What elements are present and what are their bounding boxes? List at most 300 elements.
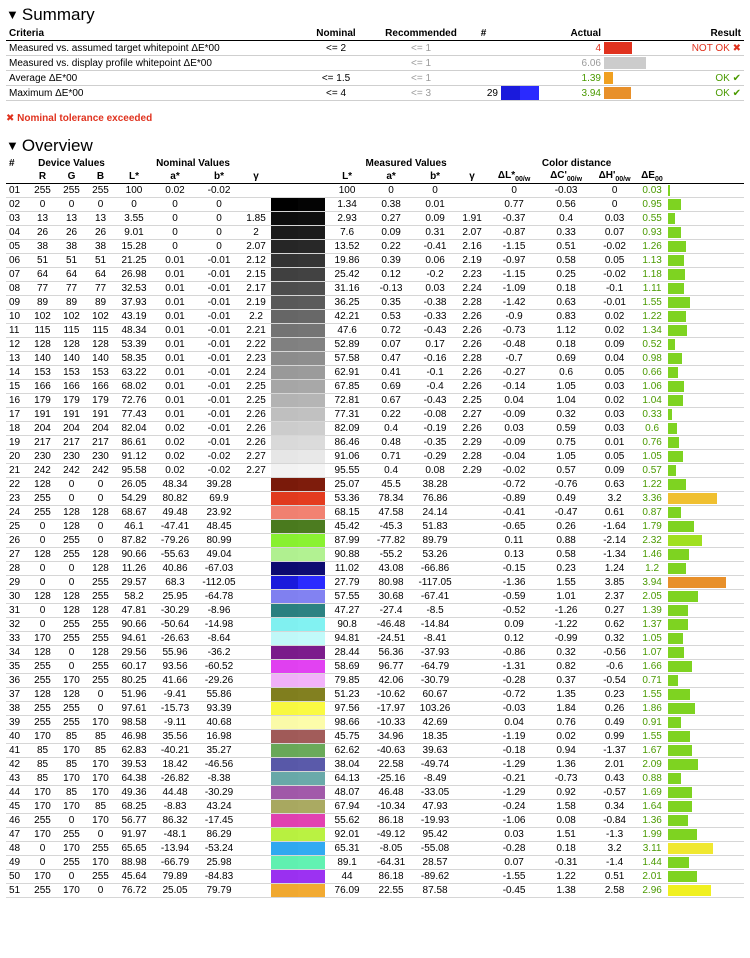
delta-e-bar-cell (666, 380, 744, 394)
color-swatch (271, 814, 298, 827)
delta-e-bar-cell (666, 212, 744, 226)
delta-e-cell: 0.88 (638, 772, 666, 786)
swatch-cell (271, 240, 325, 254)
swatch-cell (271, 702, 325, 716)
measured-gamma-cell (457, 660, 487, 674)
delta-c-cell: -0.99 (541, 632, 591, 646)
table-row (6, 282, 744, 296)
delta-e-bar-cell (666, 562, 744, 576)
delta-c-cell: 0.26 (541, 520, 591, 534)
delta-c-header: $\Delta C'_{00/w}$ (541, 170, 591, 184)
color-swatch (271, 562, 298, 575)
nominal-a-cell: 0.01 (153, 380, 197, 394)
nominal-a-cell: -66.79 (153, 856, 197, 870)
nominal-gamma-cell: 1.85 (241, 212, 271, 226)
delta-c-cell: 1.55 (541, 576, 591, 590)
delta-e-bar (668, 717, 681, 728)
color-swatch (271, 366, 298, 379)
color-swatch (298, 464, 325, 477)
color-swatch (271, 436, 298, 449)
measured-a-cell: 43.08 (369, 562, 413, 576)
nominal-b-cell: 93.39 (197, 702, 241, 716)
delta-e-bar-cell (666, 786, 744, 800)
measured-gamma-cell: 2.28 (457, 450, 487, 464)
color-swatch (298, 422, 325, 435)
b-cell: 179 (86, 394, 115, 408)
delta-e-bar-cell (666, 226, 744, 240)
measured-l-cell: 72.81 (325, 394, 369, 408)
patch-number-cell: 25 (6, 520, 28, 534)
color-swatch (298, 646, 325, 659)
delta-h-cell: 0.03 (591, 422, 638, 436)
measured-gamma-cell: 2.29 (457, 464, 487, 478)
g-cell: 85 (57, 758, 86, 772)
nominal-b-cell: 23.92 (197, 506, 241, 520)
measured-b-cell: -0.2 (413, 268, 457, 282)
delta-e-bar-cell (666, 352, 744, 366)
swatch-cell (271, 870, 325, 884)
measured-gamma-cell (457, 646, 487, 660)
swatch-cell (271, 464, 325, 478)
nominal-gamma-cell (241, 534, 271, 548)
nominal-gamma-cell (241, 632, 271, 646)
delta-h-cell: 0.05 (591, 254, 638, 268)
delta-e-bar (668, 437, 679, 448)
table-row (6, 464, 744, 478)
swatch-cell (271, 534, 325, 548)
delta-l-cell: 0.04 (487, 394, 541, 408)
delta-e-bar (668, 521, 694, 532)
patch-swatch-cell (501, 56, 539, 71)
delta-c-cell: 0.57 (541, 464, 591, 478)
measured-gamma-cell: 2.28 (457, 296, 487, 310)
b-cell: 170 (86, 772, 115, 786)
r-cell: 51 (28, 254, 57, 268)
nominal-l-cell: 46.1 (115, 520, 153, 534)
measured-gamma-cell (457, 800, 487, 814)
nominal-cell: <= 4 (296, 86, 376, 101)
delta-h-cell: -1.37 (591, 744, 638, 758)
color-swatch (298, 184, 325, 197)
color-swatch (271, 828, 298, 841)
nominal-a-cell: 0.01 (153, 408, 197, 422)
r-cell: 204 (28, 422, 57, 436)
actual-bar-cell (604, 86, 659, 101)
b-cell: 0 (86, 520, 115, 534)
delta-e-cell: 1.55 (638, 730, 666, 744)
r-cell: 64 (28, 268, 57, 282)
r-cell: 128 (28, 478, 57, 492)
nominal-a-cell: -26.63 (153, 632, 197, 646)
patch-number-cell: 47 (6, 828, 28, 842)
patch-number-cell: 31 (6, 604, 28, 618)
r-cell: 140 (28, 352, 57, 366)
table-row (6, 772, 744, 786)
measured-b-cell: -49.74 (413, 758, 457, 772)
summary-toggle[interactable] (6, 4, 744, 26)
delta-e-cell: 0.55 (638, 212, 666, 226)
measured-b-cell: 47.93 (413, 800, 457, 814)
delta-c-cell: 0.63 (541, 296, 591, 310)
r-cell: 255 (28, 506, 57, 520)
nominal-a-cell: 0.01 (153, 324, 197, 338)
table-row (6, 380, 744, 394)
measured-a-cell: 42.06 (369, 674, 413, 688)
patch-number-cell: 48 (6, 842, 28, 856)
b-cell: 0 (86, 492, 115, 506)
patch-swatch-cell (501, 86, 539, 101)
color-swatch (298, 870, 325, 883)
color-swatch (298, 548, 325, 561)
swatch-cell (271, 310, 325, 324)
nominal-gamma-cell: 2.26 (241, 408, 271, 422)
color-swatch (298, 198, 325, 211)
delta-h-cell: -0.54 (591, 674, 638, 688)
actual-bar (604, 57, 646, 69)
table-row (6, 394, 744, 408)
delta-e-bar (668, 647, 684, 658)
swatch-cell (271, 394, 325, 408)
nominal-a-cell: 35.56 (153, 730, 197, 744)
delta-h-cell: 0.99 (591, 730, 638, 744)
patch-number-cell: 18 (6, 422, 28, 436)
delta-c-cell: 0.82 (541, 660, 591, 674)
delta-e-cell: 1.22 (638, 478, 666, 492)
nominal-l-cell: 94.61 (115, 632, 153, 646)
measured-b-cell: 0.08 (413, 464, 457, 478)
nominal-b-cell: -0.01 (197, 380, 241, 394)
r-cell: 170 (28, 828, 57, 842)
color-swatch (271, 646, 298, 659)
g-cell: 255 (57, 716, 86, 730)
overview-group-header-row (6, 157, 744, 170)
g-cell: 255 (57, 548, 86, 562)
delta-l-cell: -0.87 (487, 226, 541, 240)
delta-h-cell: 0.02 (591, 324, 638, 338)
nominal-b-cell: 39.28 (197, 478, 241, 492)
delta-e-cell: 1.18 (638, 268, 666, 282)
delta-e-cell: 0.91 (638, 716, 666, 730)
g-cell: 85 (57, 786, 86, 800)
delta-e-bar (668, 829, 697, 840)
nominal-gamma-cell (241, 576, 271, 590)
color-swatch (298, 604, 325, 617)
nominal-b-cell: -29.26 (197, 674, 241, 688)
patch-number-cell: 09 (6, 296, 28, 310)
nominal-a-cell: 0.01 (153, 268, 197, 282)
delta-c-cell: 0.18 (541, 282, 591, 296)
r-cell: 77 (28, 282, 57, 296)
measured-l-cell: 100 (325, 184, 369, 198)
table-row (6, 562, 744, 576)
summary-header-row (6, 26, 744, 41)
measured-l-cell: 53.36 (325, 492, 369, 506)
delta-e-bar-cell (666, 296, 744, 310)
nominal-b-cell: -0.02 (197, 184, 241, 198)
delta-e-bar (668, 619, 688, 630)
nominal-l-cell: 48.34 (115, 324, 153, 338)
delta-e-cell: 0.95 (638, 198, 666, 212)
nominal-b-cell: 0 (197, 212, 241, 226)
delta-e-bar (668, 773, 681, 784)
measured-l-cell: 42.21 (325, 310, 369, 324)
delta-l-cell: 0.11 (487, 534, 541, 548)
patch-number-cell: 37 (6, 688, 28, 702)
measured-a-cell: 0.72 (369, 324, 413, 338)
delta-l-cell: -0.27 (487, 366, 541, 380)
delta-e-bar (668, 381, 684, 392)
delta-h-cell: -0.02 (591, 240, 638, 254)
measured-gamma-cell (457, 184, 487, 198)
b-cell: 255 (86, 590, 115, 604)
delta-l-cell: -0.04 (487, 450, 541, 464)
delta-e-bar (668, 367, 678, 378)
color-swatch (271, 520, 298, 533)
measured-a-cell: 86.18 (369, 870, 413, 884)
nominal-b-cell: -0.01 (197, 254, 241, 268)
measured-l-cell: 64.13 (325, 772, 369, 786)
table-row (6, 786, 744, 800)
nominal-b-cell: -0.01 (197, 408, 241, 422)
delta-e-cell: 1.05 (638, 632, 666, 646)
nominal-a-cell: 79.89 (153, 870, 197, 884)
nominal-gamma-cell (241, 674, 271, 688)
measured-a-cell: 0.53 (369, 310, 413, 324)
color-swatch (271, 464, 298, 477)
nominal-l-cell: 43.19 (115, 310, 153, 324)
nominal-a-cell: 68.3 (153, 576, 197, 590)
color-swatch (271, 310, 298, 323)
delta-e-bar-cell (666, 870, 744, 884)
delta-e-cell: 3.94 (638, 576, 666, 590)
color-swatch (298, 296, 325, 309)
delta-h-cell: 0.63 (591, 478, 638, 492)
swatch-cell (271, 492, 325, 506)
delta-c-cell: 1.05 (541, 450, 591, 464)
g-cell: 0 (57, 646, 86, 660)
nominal-a-cell: 0.01 (153, 310, 197, 324)
delta-l-cell: -0.18 (487, 744, 541, 758)
measured-a-cell: 0.09 (369, 226, 413, 240)
nominal-l-cell: 37.93 (115, 296, 153, 310)
nominal-l-cell: 80.25 (115, 674, 153, 688)
delta-e-cell: 1.66 (638, 660, 666, 674)
measured-a-cell: -10.34 (369, 800, 413, 814)
delta-l-cell: -1.15 (487, 240, 541, 254)
delta-c-cell: 0.76 (541, 716, 591, 730)
g-cell: 77 (57, 282, 86, 296)
b-cell: 128 (86, 646, 115, 660)
overview-toggle[interactable] (6, 135, 744, 157)
patch-number-cell: 41 (6, 744, 28, 758)
g-cell: 255 (57, 618, 86, 632)
measured-b-cell: -19.93 (413, 814, 457, 828)
delta-e-bar-cell (666, 758, 744, 772)
delta-h-cell: 2.37 (591, 590, 638, 604)
b-cell: 255 (86, 184, 115, 198)
nominal-l-cell: 39.53 (115, 758, 153, 772)
r-cell: 128 (28, 338, 57, 352)
g-header: G (57, 170, 86, 184)
tolerance-note: ✖ Nominal tolerance exceeded (6, 113, 153, 124)
summary-row (6, 41, 744, 56)
delta-e-cell: 1.99 (638, 828, 666, 842)
patch-number-cell: 35 (6, 660, 28, 674)
nominal-gamma-cell (241, 856, 271, 870)
delta-e-cell: 1.55 (638, 296, 666, 310)
g-cell: 115 (57, 324, 86, 338)
measured-a-cell: 0.69 (369, 380, 413, 394)
delta-e-bar-cell (666, 408, 744, 422)
measured-b-cell: -8.49 (413, 772, 457, 786)
b-cell: 85 (86, 744, 115, 758)
actual-cell: 1.39 (539, 71, 604, 86)
measured-l-cell: 1.34 (325, 198, 369, 212)
g-cell: 128 (57, 520, 86, 534)
r-cell: 0 (28, 604, 57, 618)
patch-number-cell (466, 56, 501, 71)
delta-l-cell: -0.52 (487, 604, 541, 618)
color-swatch (298, 884, 325, 897)
delta-l-cell: -0.02 (487, 464, 541, 478)
nominal-b-cell: -8.96 (197, 604, 241, 618)
measured-l-cell: 95.55 (325, 464, 369, 478)
measured-a-cell: -55.2 (369, 548, 413, 562)
delta-l-cell: -0.73 (487, 324, 541, 338)
measured-a-cell: 0.71 (369, 450, 413, 464)
measured-b-cell: -8.41 (413, 632, 457, 646)
color-swatch (298, 212, 325, 225)
delta-h-cell: 0.07 (591, 226, 638, 240)
actual-bar (604, 72, 613, 84)
patch-number-cell: 24 (6, 506, 28, 520)
color-swatch (271, 702, 298, 715)
b-cell: 166 (86, 380, 115, 394)
table-row (6, 632, 744, 646)
recommended-header: Recommended (376, 26, 466, 41)
nominal-b-cell: -46.56 (197, 758, 241, 772)
table-row (6, 842, 744, 856)
color-swatch (298, 856, 325, 869)
swatch-cell (271, 842, 325, 856)
r-cell: 0 (28, 198, 57, 212)
nominal-a-cell: 0.02 (153, 422, 197, 436)
delta-e-bar (668, 787, 692, 798)
nominal-b-cell: -0.01 (197, 338, 241, 352)
delta-e-bar-cell (666, 688, 744, 702)
delta-h-cell: 0.34 (591, 800, 638, 814)
nominal-l-cell: 97.61 (115, 702, 153, 716)
measured-a-cell: 0.48 (369, 436, 413, 450)
recommended-cell: <= 1 (376, 56, 466, 71)
nominal-gamma-cell: 2 (241, 226, 271, 240)
patch-number-cell: 21 (6, 464, 28, 478)
swatch-cell (271, 478, 325, 492)
measured-gamma-cell (457, 632, 487, 646)
delta-l-cell: 0.09 (487, 618, 541, 632)
measured-gamma-cell (457, 198, 487, 212)
measured-l-cell: 76.09 (325, 884, 369, 898)
r-cell: 0 (28, 534, 57, 548)
nominal-gamma-cell (241, 562, 271, 576)
r-cell: 255 (28, 814, 57, 828)
measured-a-cell: -46.48 (369, 618, 413, 632)
nominal-l-cell: 29.56 (115, 646, 153, 660)
nominal-a-cell: -79.26 (153, 534, 197, 548)
delta-e-cell: 1.22 (638, 310, 666, 324)
delta-l-cell: -0.03 (487, 702, 541, 716)
r-cell: 255 (28, 702, 57, 716)
color-swatch (298, 436, 325, 449)
delta-e-bar (668, 815, 688, 826)
nominal-b-cell: -14.98 (197, 618, 241, 632)
criteria-cell: Maximum ΔE*00 (6, 86, 296, 101)
color-swatch (298, 562, 325, 575)
nominal-l-cell: 91.12 (115, 450, 153, 464)
nominal-l-cell: 45.64 (115, 870, 153, 884)
delta-e-cell: 1.06 (638, 380, 666, 394)
nominal-cell (296, 56, 376, 71)
nominal-b-cell: 16.98 (197, 730, 241, 744)
delta-e-bar-cell (666, 604, 744, 618)
color-swatch (298, 674, 325, 687)
delta-h-cell: 3.85 (591, 576, 638, 590)
measured-a-cell: -10.62 (369, 688, 413, 702)
nominal-l-cell: 77.43 (115, 408, 153, 422)
nominal-values-header: Nominal Values (156, 158, 230, 169)
table-row (6, 646, 744, 660)
patch-number-cell: 15 (6, 380, 28, 394)
delta-e-bar (668, 507, 681, 518)
measured-b-cell: 18.35 (413, 730, 457, 744)
disclosure-triangle-icon: ▼ (6, 138, 19, 153)
b-cell: 170 (86, 758, 115, 772)
measured-gamma-cell: 2.29 (457, 436, 487, 450)
delta-l-cell: -1.31 (487, 660, 541, 674)
nominal-a-cell: 93.56 (153, 660, 197, 674)
nominal-b-cell: -0.01 (197, 394, 241, 408)
color-swatch (271, 282, 298, 295)
patch-number-cell: 19 (6, 436, 28, 450)
delta-c-cell: 1.12 (541, 324, 591, 338)
nominal-b-cell: 48.45 (197, 520, 241, 534)
delta-l-cell: -0.09 (487, 408, 541, 422)
delta-c-cell: 0.33 (541, 226, 591, 240)
swatch-cell (271, 632, 325, 646)
swatch-cell (271, 226, 325, 240)
b-cell: 204 (86, 422, 115, 436)
delta-e-cell: 1.67 (638, 744, 666, 758)
nominal-l-cell: 58.35 (115, 352, 153, 366)
patch-number-cell: 01 (6, 184, 28, 198)
measured-gamma-header: γ (457, 170, 487, 184)
delta-e-bar-cell (666, 660, 744, 674)
summary-title: Summary (21, 5, 95, 24)
color-swatch (271, 296, 298, 309)
table-row (6, 604, 744, 618)
delta-e-bar (668, 227, 681, 238)
color-swatch (298, 576, 325, 589)
swatch-cell (271, 366, 325, 380)
criteria-cell: Average ΔE*00 (6, 71, 296, 86)
delta-c-cell: 1.58 (541, 800, 591, 814)
delta-e-bar-cell (666, 534, 744, 548)
color-swatch (271, 870, 298, 883)
r-cell: 255 (28, 184, 57, 198)
nominal-a-cell: 86.32 (153, 814, 197, 828)
measured-b-cell: -0.43 (413, 394, 457, 408)
delta-e-cell: 1.05 (638, 450, 666, 464)
